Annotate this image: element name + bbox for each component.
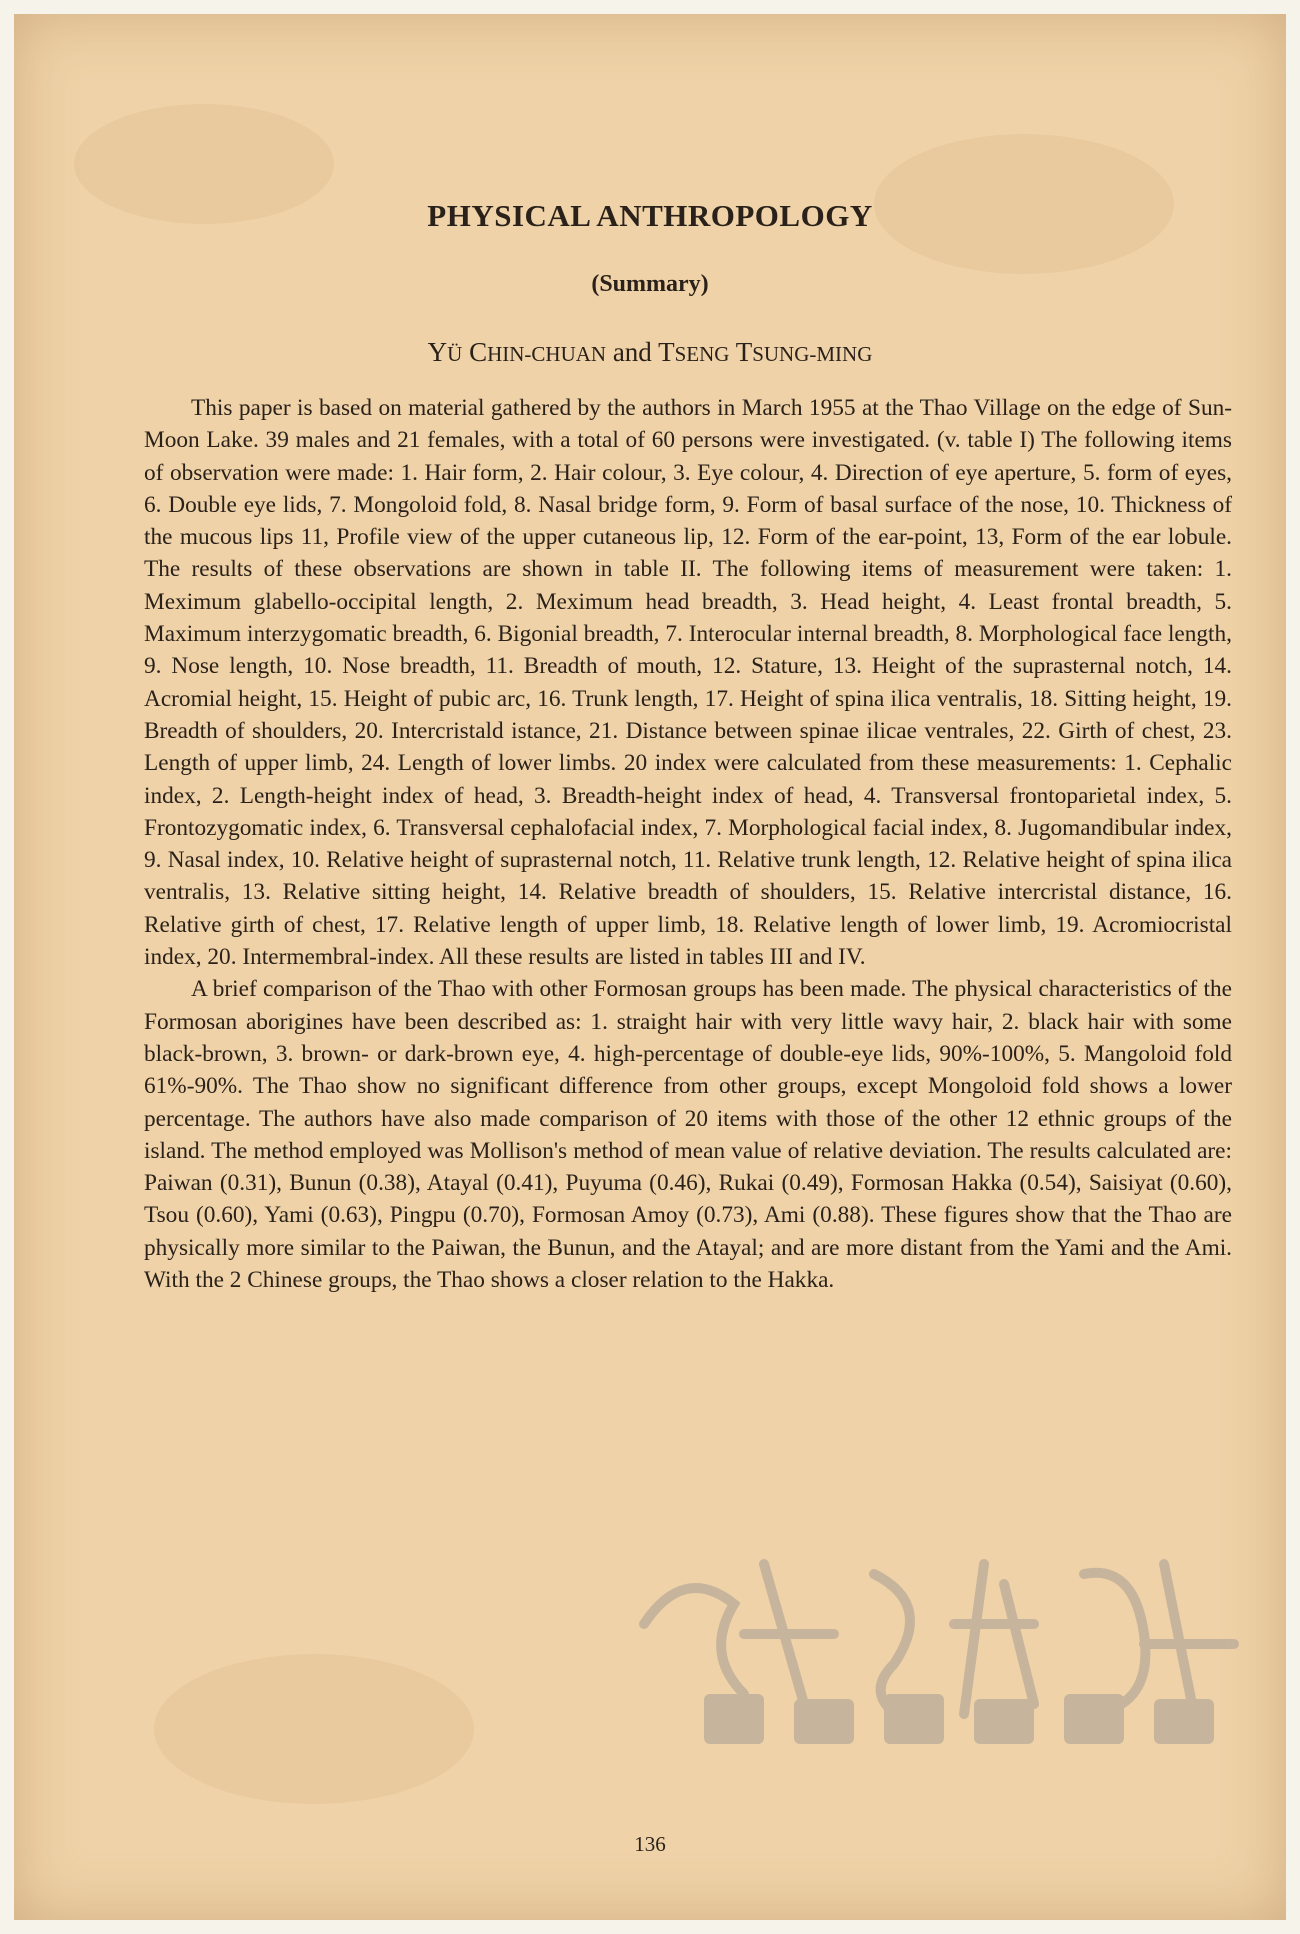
page-number: 136 [634, 1832, 666, 1856]
paragraph-comparison: A brief comparison of the Thao with other Formosan groups has been made. The physical characteristics of the Formosan aborigines have been described as: 1. straight hair with very little wavy hair, 2. black hair with some black-brown, 3. brown- or dark-brown eye, 4. high-percentage of double-eye lids, 90%-100%, 5. Mangoloid fold 61%-90%. The Thao show no significant difference from other groups, except Mongoloid fold shows a lower percentage. The authors have also made comparison of 20 items with those of the other 12 ethnic groups of the island. The method employed was Mollison's method of mean value of relative deviation. The results calculated are: Paiwan (0.31), Bunun (0.38), Atayal (0.41), Puyuma (0.46), Rukai (0.49), Formosan Hakka (0.54), Saisiyat (0.60), Tsou (0.60), Yami (0.63), Pingpu (0.70), Formosan Amoy (0.73), Ami (0.88). These figures show that the Thao are physically more similar to the Paiwan, the Bunun, and the Atayal; and are more distant from the Yami and the Ami. With the 2 Chinese groups, the Thao shows a closer relation to the Hakka. [144, 976, 1232, 1294]
paper-subtitle: (Summary) [591, 271, 709, 297]
document-page [14, 14, 1286, 1920]
paper-stain [154, 1654, 474, 1804]
paper-title: PHYSICAL ANTHROPOLOGY [427, 198, 873, 233]
library-watermark-seal [624, 1504, 1244, 1764]
author-2: TSENG TSUNG-MING [658, 337, 873, 367]
author-1: YÜ CHIN-CHUAN [427, 337, 607, 367]
paper-authors [14, 337, 1286, 368]
paragraph-methods: This paper is based on material gathered by the authors in March 1955 at the Thao Village on the edge of Sun-Moon Lake. 39 males and 21 females, with a total of 60 persons were investigated. (v. table I) The following items of observation were made: 1. Hair form, 2. Hair colour, 3. Eye colour, 4. Direction of eye aperture, 5. form of eyes, 6. Double eye lids, 7. Mongoloid fold, 8. Nasal bridge form, 9. Form of basal surface of the nose, 10. Thickness of the mucous lips 11, Profile view of the upper cutaneous lip, 12. Form of the ear-point, 13, Form of the ear lobule. The results of these observations are shown in table II. The following items of measurement were taken: 1. Meximum glabello-occipital length, 2. Meximum head breadth, 3. Head height, 4. Least frontal breadth, 5. Maximum interzygomatic breadth, 6. Bigonial breadth, 7. Interocular internal breadth, 8. Morphological face length, 9. Nose length, 10. Nose breadth, 11. Breadth of mouth, 12. Stature, 13. Height of the suprasternal notch, 14. Acromial height, 15. Height of pubic arc, 16. Trunk length, 17. Height of spina ilica ventralis, 18. Sitting height, 19. Breadth of shoulders, 20. Intercristald istance, 21. Distance between spinae ilicae ventrales, 22. Girth of chest, 23. Length of upper limb, 24. Length of lower limbs. 20 index were calculated from these measurements: 1. Cephalic index, 2. Length-height index of head, 3. Breadth-height index of head, 4. Transversal frontoparietal index, 5. Frontozygomatic index, 6. Transversal cephalofacial index, 7. Morphological facial index, 8. Jugomandibular index, 9. Nasal index, 10. Relative height of suprasternal notch, 11. Relative trunk length, 12. Relative height of spina ilica ventralis, 13. Relative sitting height, 14. Relative breadth of shoulders, 15. Relative intercristal distance, 16. Relative girth of chest, 17. Relative length of upper limb, 18. Relative length of lower limb, 19. Acromiocristal index, 20. Intermembral-index. All these results are listed in tables III and IV. [144, 395, 1232, 971]
author-conjunction: and [606, 337, 659, 367]
summary-body [144, 392, 1232, 1296]
